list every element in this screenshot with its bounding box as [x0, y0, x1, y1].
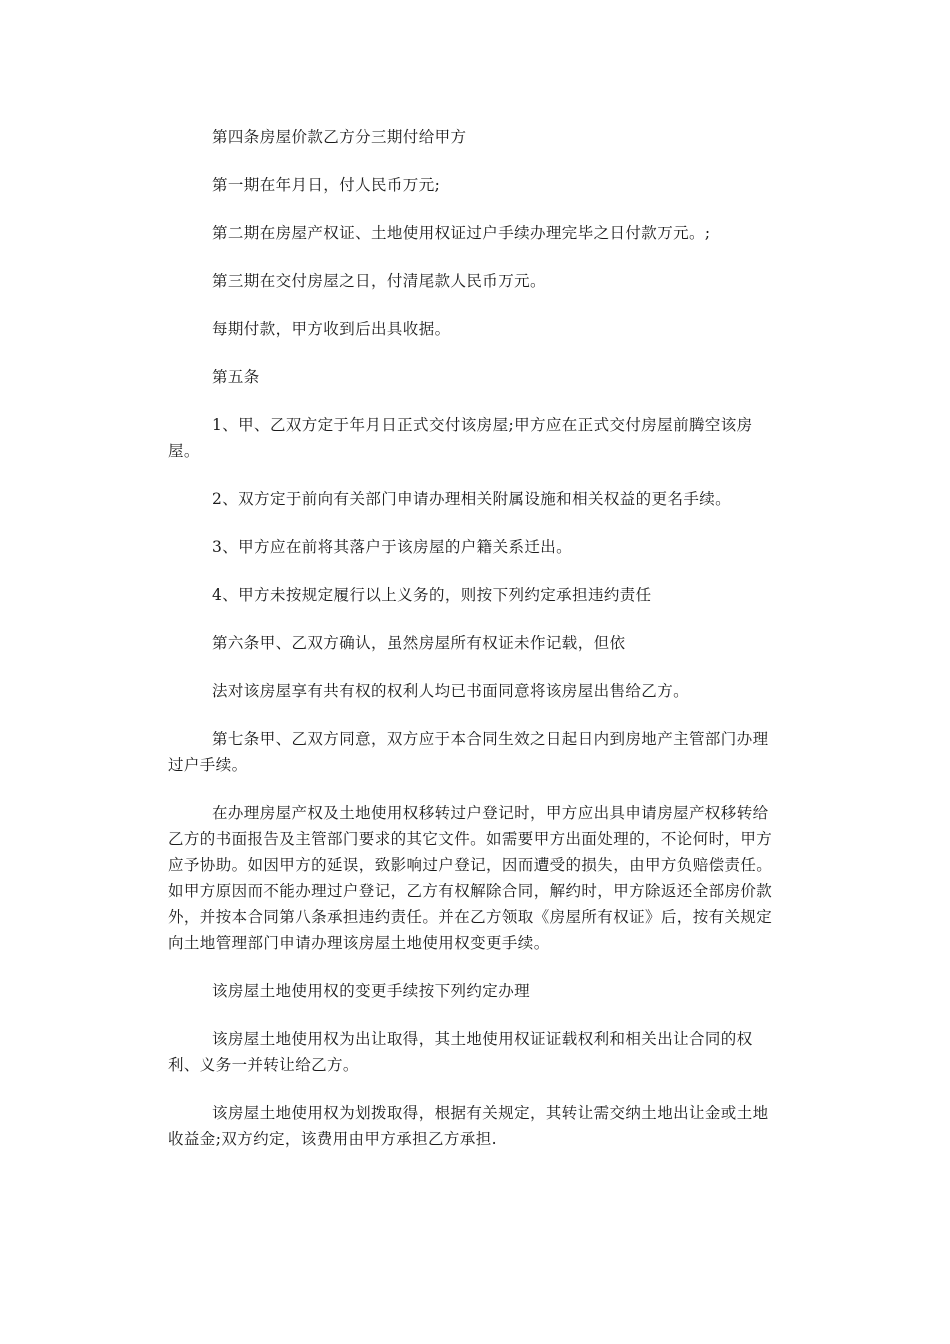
paragraph-item-1: 1、甲、乙双方定于年月日正式交付该房屋;甲方应在正式交付房屋前腾空该房屋。 — [168, 416, 753, 460]
paragraph-article-6-cont: 法对该房屋享有共有权的权利人均已书面同意将该房屋出售给乙方。 — [212, 682, 690, 700]
paragraph-article-4: 第四条房屋价款乙方分三期付给甲方 — [212, 128, 467, 146]
paragraph-article-5: 第五条 — [212, 368, 260, 386]
paragraph-installment-1: 第一期在年月日，付人民币万元; — [212, 176, 441, 194]
paragraph-item-3: 3、甲方应在前将其落户于该房屋的户籍关系迁出。 — [212, 538, 573, 556]
paragraph-item-4: 4、甲方未按规定履行以上义务的，则按下列约定承担违约责任 — [212, 586, 652, 604]
paragraph-receipt: 每期付款，甲方收到后出具收据。 — [212, 320, 451, 338]
paragraph-land-use-allocated: 该房屋土地使用权为划拨取得，根据有关规定，其转让需交纳土地出让金或土地收益金;双方约定，该费用由甲方承担乙方承担. — [168, 1104, 769, 1148]
paragraph-installment-2: 第二期在房屋产权证、土地使用权证过户手续办理完毕之日付款万元。; — [212, 224, 711, 242]
paragraph-land-use-change: 该房屋土地使用权的变更手续按下列约定办理 — [212, 982, 531, 1000]
paragraph-land-use-granted: 该房屋土地使用权为出让取得，其土地使用权证证载权利和相关出让合同的权利、义务一并转让给乙方。 — [168, 1030, 753, 1074]
paragraph-transfer-registration: 在办理房屋产权及土地使用权移转过户登记时，甲方应出具申请房屋产权移转给乙方的书面报告及主管部门要求的其它文件。如需要甲方出面处理的，不论何时，甲方应予协助。如因甲方的延误，致影响过户登记，因而遭受的损失，由甲方负赔偿责任。如甲方原因而不能办理过户登记，乙方有权解除合同，解约时，甲方除返还全部房价款外，并按本合同第八条承担违约责任。并在乙方领取《房屋所有权证》后，按有关规定向土地管理部门申请办理该房屋土地使用权变更手续。 — [168, 804, 773, 952]
paragraph-article-6: 第六条甲、乙双方确认，虽然房屋所有权证未作记载，但依 — [212, 634, 626, 652]
paragraph-article-7: 第七条甲、乙双方同意，双方应于本合同生效之日起日内到房地产主管部门办理过户手续。 — [168, 730, 769, 774]
paragraph-installment-3: 第三期在交付房屋之日，付清尾款人民币万元。 — [212, 272, 546, 290]
paragraph-item-2: 2、双方定于前向有关部门申请办理相关附属设施和相关权益的更名手续。 — [212, 490, 732, 508]
document-body — [168, 124, 780, 1174]
